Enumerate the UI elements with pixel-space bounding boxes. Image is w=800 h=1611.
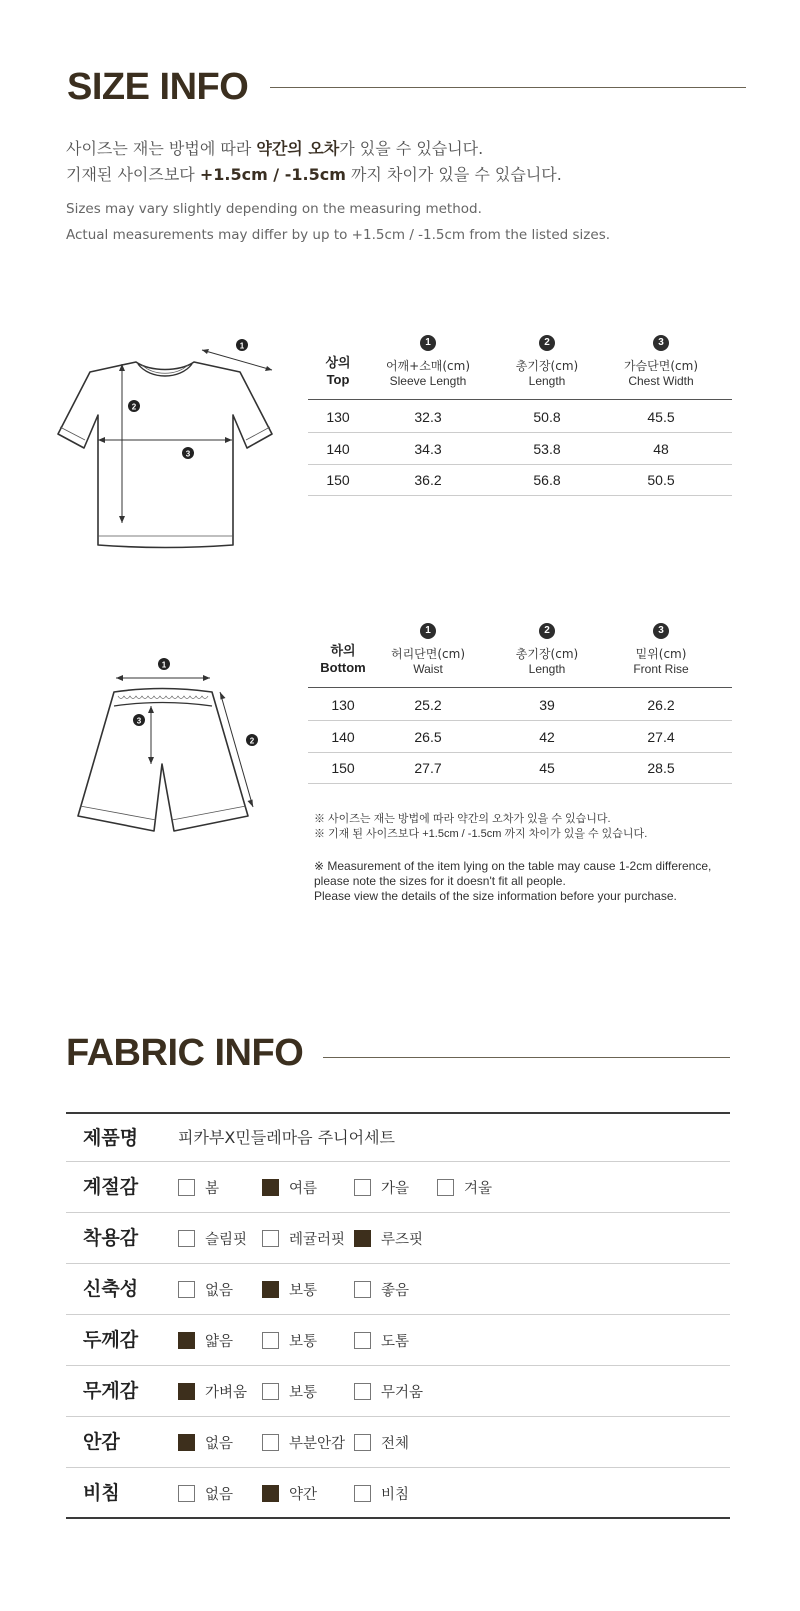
table-row: 150 36.2 56.8 50.5 bbox=[308, 465, 732, 496]
option-item: 약간 bbox=[262, 1468, 317, 1519]
option-item: 보통 bbox=[262, 1315, 317, 1366]
fabric-table bbox=[66, 1112, 730, 1519]
checkbox-checked bbox=[262, 1485, 279, 1502]
top-col-1: 1 어깨+소매(cm) Sleeve Length bbox=[385, 337, 471, 388]
checkbox-unchecked bbox=[178, 1179, 195, 1196]
shorts-outline bbox=[78, 689, 248, 832]
size-info-title: SIZE INFO bbox=[67, 66, 249, 108]
option-item: 보통 bbox=[262, 1366, 317, 1417]
option-item: 비침 bbox=[354, 1468, 409, 1519]
size-notice-ko-2: 기재된 사이즈보다 +1.5cm / -1.5cm 까지 차이가 있을 수 있습니다. bbox=[66, 165, 562, 184]
checkbox-unchecked bbox=[178, 1281, 195, 1298]
waist-arrowhead-b bbox=[203, 675, 210, 681]
sleeve-arrowhead-b bbox=[265, 366, 272, 371]
checkbox-unchecked bbox=[354, 1434, 371, 1451]
table-row: 130 25.2 39 26.2 bbox=[308, 690, 732, 721]
checkbox-checked bbox=[178, 1383, 195, 1400]
checkbox-unchecked bbox=[262, 1230, 279, 1247]
fabric-row-sheerness: 비침 없음 약간 비침 bbox=[66, 1468, 730, 1519]
size-notes-en: ※ Measurement of the item lying on the table may cause 1-2cm difference, please note the sizes for it doesn't fit all people. Please view the details of the size information before your purchase. bbox=[314, 859, 712, 903]
badge-3-text: 3 bbox=[136, 716, 142, 726]
option-item: 봄 bbox=[178, 1162, 219, 1213]
option-item: 가벼움 bbox=[178, 1366, 247, 1417]
top-category: 상의 Top bbox=[325, 355, 351, 387]
option-item: 도톰 bbox=[354, 1315, 409, 1366]
size-notice-en-1: Sizes may vary slightly depending on the measuring method. bbox=[66, 201, 482, 217]
bottom-size-table bbox=[308, 618, 732, 786]
option-item: 좋음 bbox=[354, 1264, 409, 1315]
waist-arrowhead-a bbox=[116, 675, 123, 681]
option-item: 부분안감 bbox=[262, 1417, 345, 1468]
shorts-length-arrowhead-b bbox=[248, 800, 254, 808]
fabric-info-title: FABRIC INFO bbox=[66, 1032, 304, 1074]
option-item: 레귤러핏 bbox=[262, 1213, 345, 1264]
badge-1-text: 1 bbox=[239, 341, 245, 351]
checkbox-unchecked bbox=[262, 1332, 279, 1349]
shorts-diagram bbox=[70, 650, 270, 840]
fabric-row-fit: 착용감 슬림핏 레귤러핏 루즈핏 bbox=[66, 1213, 730, 1264]
top-size-table bbox=[308, 330, 732, 498]
checkbox-unchecked bbox=[262, 1383, 279, 1400]
checkbox-checked bbox=[262, 1281, 279, 1298]
size-notice-ko-1: 사이즈는 재는 방법에 따라 약간의 오차가 있을 수 있습니다. bbox=[66, 139, 484, 158]
tshirt-outline bbox=[58, 362, 272, 548]
option-item: 보통 bbox=[262, 1264, 317, 1315]
checkbox-checked bbox=[178, 1434, 195, 1451]
option-item: 겨울 bbox=[437, 1162, 492, 1213]
fabric-row-season: 계절감 봄 여름 가을 겨울 bbox=[66, 1162, 730, 1213]
table-row: 140 26.5 42 27.4 bbox=[308, 722, 732, 753]
sleeve-arrowhead-a bbox=[202, 349, 209, 354]
option-item: 루즈핏 bbox=[354, 1213, 423, 1264]
table-row: 140 34.3 53.8 48 bbox=[308, 434, 732, 465]
product-name: 피카부X민들레마음 주니어세트 bbox=[178, 1128, 395, 1147]
checkbox-unchecked bbox=[354, 1383, 371, 1400]
option-item: 무거움 bbox=[354, 1366, 423, 1417]
fabric-info-divider bbox=[323, 1057, 730, 1058]
bottom-table-header bbox=[308, 618, 732, 688]
option-item: 없음 bbox=[178, 1468, 233, 1519]
checkbox-unchecked bbox=[354, 1281, 371, 1298]
table-row: 150 27.7 45 28.5 bbox=[308, 753, 732, 784]
checkbox-checked bbox=[262, 1179, 279, 1196]
option-item: 전체 bbox=[354, 1417, 409, 1468]
badge-1-text: 1 bbox=[161, 660, 167, 670]
option-item: 가을 bbox=[354, 1162, 409, 1213]
top-col-2: 2 총기장(cm) Length bbox=[515, 337, 579, 388]
bottom-col-2: 2 총기장(cm) Length bbox=[515, 625, 579, 676]
bottom-col-1: 1 허리단면(cm) Waist bbox=[390, 625, 466, 676]
checkbox-unchecked bbox=[437, 1179, 454, 1196]
bottom-col-3: 3 밑위(cm) Front Rise bbox=[633, 625, 689, 676]
size-notice-en-2: Actual measurements may differ by up to +1.5cm / -1.5cm from the listed sizes. bbox=[66, 227, 611, 243]
shorts-length-arrowhead-a bbox=[220, 692, 226, 700]
badge-2-text: 2 bbox=[249, 736, 255, 746]
option-item: 여름 bbox=[262, 1162, 317, 1213]
checkbox-unchecked bbox=[354, 1332, 371, 1349]
option-item: 없음 bbox=[178, 1264, 233, 1315]
table-row: 130 32.3 50.8 45.5 bbox=[308, 402, 732, 433]
checkbox-checked bbox=[354, 1230, 371, 1247]
bottom-category: 하의 Bottom bbox=[320, 643, 366, 675]
top-col-3: 3 가슴단면(cm) Chest Width bbox=[623, 337, 699, 388]
option-item: 없음 bbox=[178, 1417, 233, 1468]
badge-2-text: 2 bbox=[131, 402, 137, 412]
fabric-row-weight: 무게감 가벼움 보통 무거움 bbox=[66, 1366, 730, 1417]
fabric-row-thickness: 두께감 얇음 보통 도톰 bbox=[66, 1315, 730, 1366]
fabric-row-product bbox=[66, 1114, 730, 1162]
checkbox-unchecked bbox=[354, 1179, 371, 1196]
option-item: 얇음 bbox=[178, 1315, 233, 1366]
checkbox-unchecked bbox=[178, 1485, 195, 1502]
checkbox-unchecked bbox=[262, 1434, 279, 1451]
option-item: 슬림핏 bbox=[178, 1213, 247, 1264]
size-info-divider bbox=[270, 87, 746, 88]
checkbox-unchecked bbox=[354, 1485, 371, 1502]
fabric-row-lining: 안감 없음 부분안감 전체 bbox=[66, 1417, 730, 1468]
badge-3-text: 3 bbox=[185, 449, 191, 459]
checkbox-checked bbox=[178, 1332, 195, 1349]
size-notes-ko: ※ 사이즈는 재는 방법에 따라 약간의 오차가 있을 수 있습니다. ※ 기재 된 사이즈보다 +1.5cm / -1.5cm 까지 차이가 있을 수 있습니다. bbox=[314, 813, 648, 840]
tshirt-diagram bbox=[50, 330, 290, 550]
fabric-row-stretch: 신축성 없음 보통 좋음 bbox=[66, 1264, 730, 1315]
checkbox-unchecked bbox=[178, 1230, 195, 1247]
product-label: 제품명 bbox=[83, 1127, 139, 1149]
top-table-header bbox=[308, 330, 732, 400]
